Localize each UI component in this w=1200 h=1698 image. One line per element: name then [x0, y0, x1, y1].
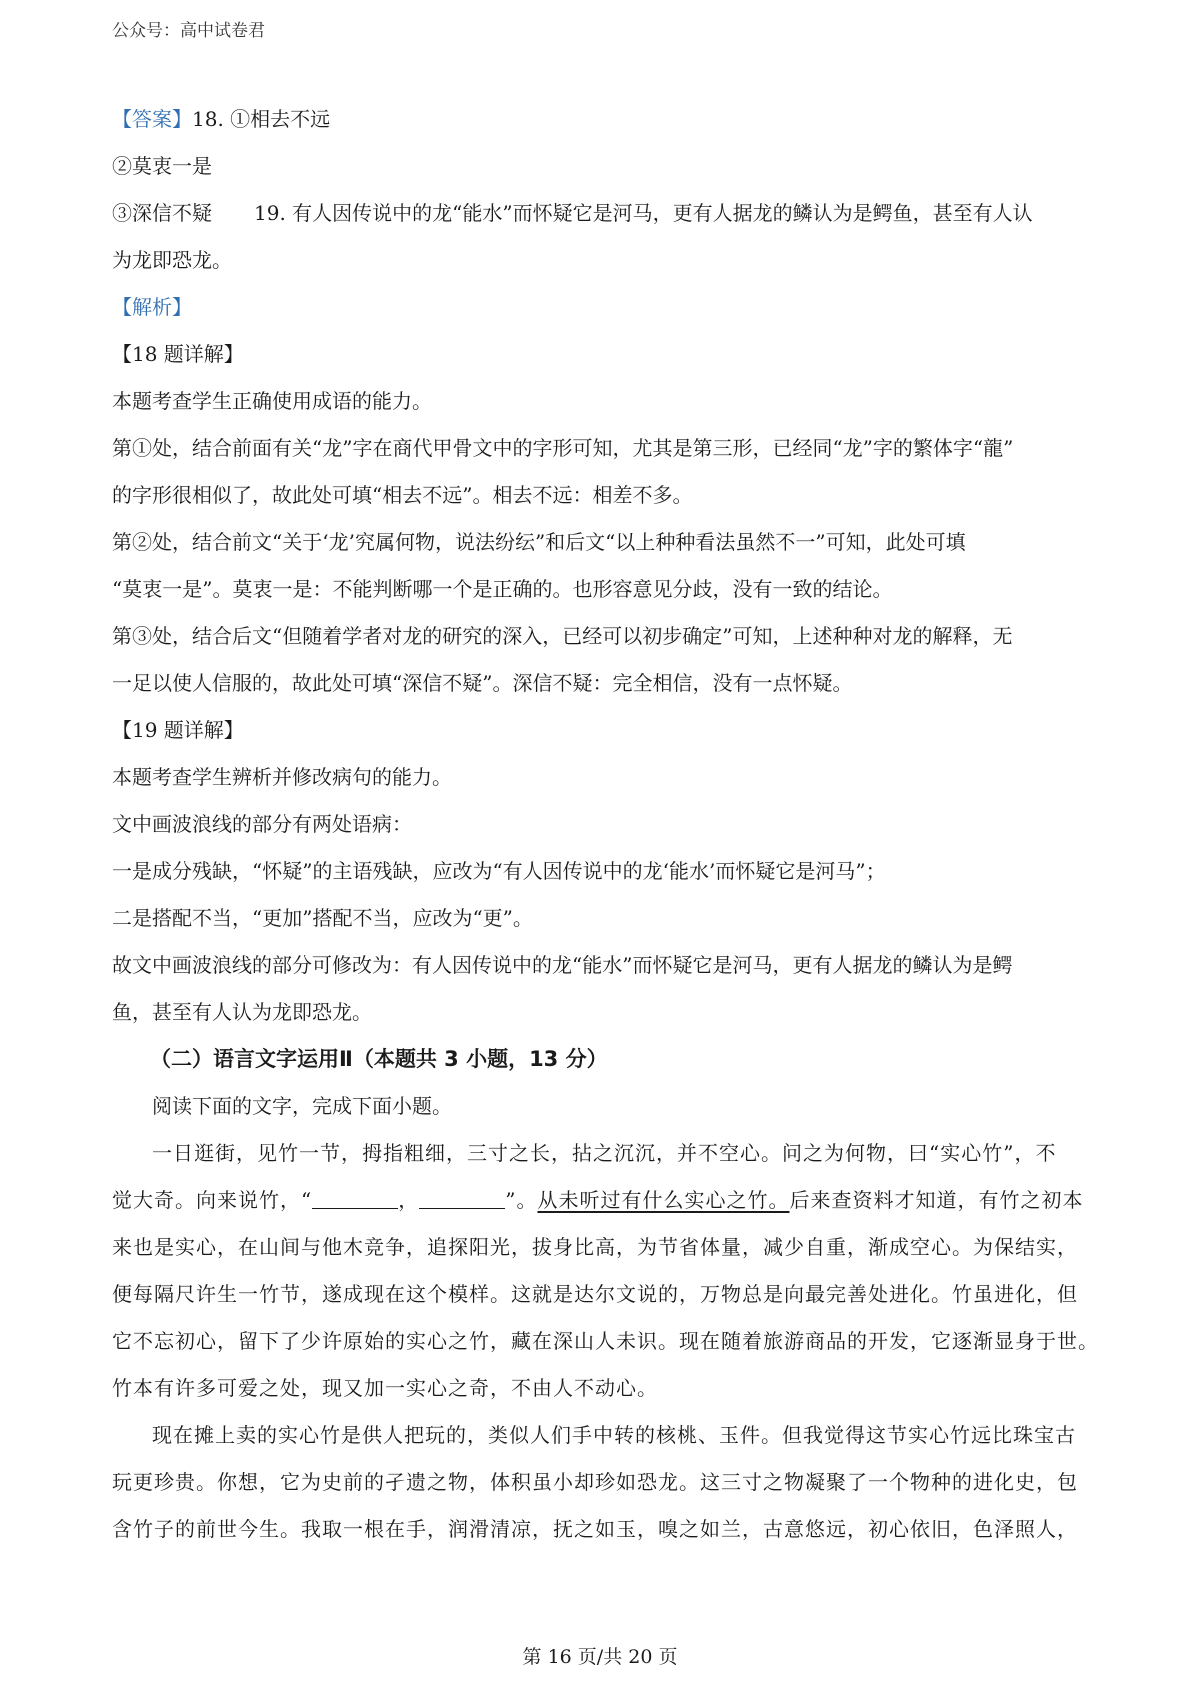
answer-line-3 [112, 190, 1102, 237]
q19-detail-line: 一是成分残缺，“怀疑”的主语残缺，应改为“有人因传说中的龙‘能水’而怀疑它是河马”； [112, 859, 886, 883]
passage-line: 竹本有许多可爱之处，现又加一实心之奇，不由人不动心。 [112, 1376, 658, 1400]
q19-answer-line-1: 19. 有人因传说中的龙“能水”而怀疑它是河马，更有人据龙的鳞认为是鳄鱼，甚至有人认 [254, 201, 1033, 225]
fill-blank-2 [419, 1188, 505, 1209]
answer-line-1 [112, 96, 1102, 143]
passage-line: 它不忘初心，留下了少许原始的实心之竹，藏在深山人未识。现在随着旅游商品的开发，它逐渐显身于世。 [112, 1329, 1099, 1353]
section-title: （二）语言文字运用Ⅱ（本题共 3 小题，13 分） [150, 1047, 608, 1071]
q18-detail-line: 的字形很相似了，故此处可填“相去不远”。相去不远：相差不多。 [112, 483, 693, 507]
passage-line: 一日逛街，见竹一节，拇指粗细，三寸之长，拈之沉沉，并不空心。问之为何物，曰“实心竹”，不 [152, 1141, 1057, 1165]
q18-detail-line: 第②处，结合前文“关于‘龙’究属何物，说法纷纭”和后文“以上种种看法虽然不一”可知，此处可填 [112, 530, 966, 554]
q19-detail-line: 二是搭配不当，“更加”搭配不当，应改为“更”。 [112, 906, 533, 930]
q18-detail-line: “莫衷一是”。莫衷一是：不能判断哪一个是正确的。也形容意见分歧，没有一致的结论。 [112, 577, 893, 601]
analysis-tag: 【解析】 [112, 295, 192, 319]
fill-blank-1 [312, 1188, 398, 1209]
q19-detail-title: 【19 题详解】 [112, 718, 244, 742]
q18-detail-line: 本题考查学生正确使用成语的能力。 [112, 389, 432, 413]
passage-text: ”。 [505, 1188, 538, 1212]
passage-text: ， [398, 1188, 420, 1212]
passage-line: 玩更珍贵。你想，它为史前的孑遗之物，体积虽小却珍如恐龙。这三寸之物凝聚了一个物种的进化史，包 [112, 1470, 1078, 1494]
q18-answer-3: ③深信不疑 [112, 201, 212, 225]
q18-detail-line: 第①处，结合前面有关“龙”字在商代甲骨文中的字形可知，尤其是第三形，已经同“龙”字的繁体字“龍” [112, 436, 1014, 460]
q18-answer-1: 18. ①相去不远 [192, 107, 331, 131]
q19-detail-line: 本题考查学生辨析并修改病句的能力。 [112, 765, 452, 789]
reading-instruction: 阅读下面的文字，完成下面小题。 [152, 1094, 452, 1118]
wavy-underlined-sentence: 从未听过有什么实心之竹。 [537, 1188, 790, 1212]
passage-text: 觉大奇。向来说竹，“ [112, 1188, 313, 1212]
passage-line: 现在摊上卖的实心竹是供人把玩的，类似人们手中转的核桃、玉件。但我觉得这节实心竹远比珠宝古 [152, 1423, 1076, 1447]
q19-detail-line: 故文中画波浪线的部分可修改为：有人因传说中的龙“能水”而怀疑它是河马，更有人据龙的鳞认为是鳄 [112, 953, 1013, 977]
q18-detail-line: 一足以使人信服的，故此处可填“深信不疑”。深信不疑：完全相信，没有一点怀疑。 [112, 671, 853, 695]
source-header: 公众号：高中试卷君 [112, 21, 265, 41]
page-number: 第 16 页/共 20 页 [522, 1646, 678, 1668]
q19-detail-line: 鱼，甚至有人认为龙即恐龙。 [112, 1000, 372, 1024]
passage-line: 来也是实心，在山间与他木竞争，追探阳光，拔身比高，为节省体量，减少自重，渐成空心。为保结实， [112, 1235, 1078, 1259]
q18-detail-title: 【18 题详解】 [112, 342, 244, 366]
passage-line-with-blanks [112, 1177, 1102, 1224]
q18-answer-2: ②莫衷一是 [112, 154, 212, 178]
passage-line: 便每隔尺许生一竹节，遂成现在这个模样。这就是达尔文说的，万物总是向最完善处进化。竹虽进化，但 [112, 1282, 1078, 1306]
page-content [112, 96, 1102, 1553]
passage-text: 后来查资料才知道，有竹之初本 [789, 1188, 1084, 1212]
passage-line: 含竹子的前世今生。我取一根在手，润滑清凉，抚之如玉，嗅之如兰，古意悠远，初心依旧，色泽照人， [112, 1517, 1078, 1541]
q18-detail-line: 第③处，结合后文“但随着学者对龙的研究的深入，已经可以初步确定”可知，上述种种对龙的解释，无 [112, 624, 1013, 648]
q19-detail-line: 文中画波浪线的部分有两处语病： [112, 812, 412, 836]
q19-answer-line-2: 为龙即恐龙。 [112, 248, 232, 272]
answer-tag: 【答案】 [112, 107, 192, 131]
